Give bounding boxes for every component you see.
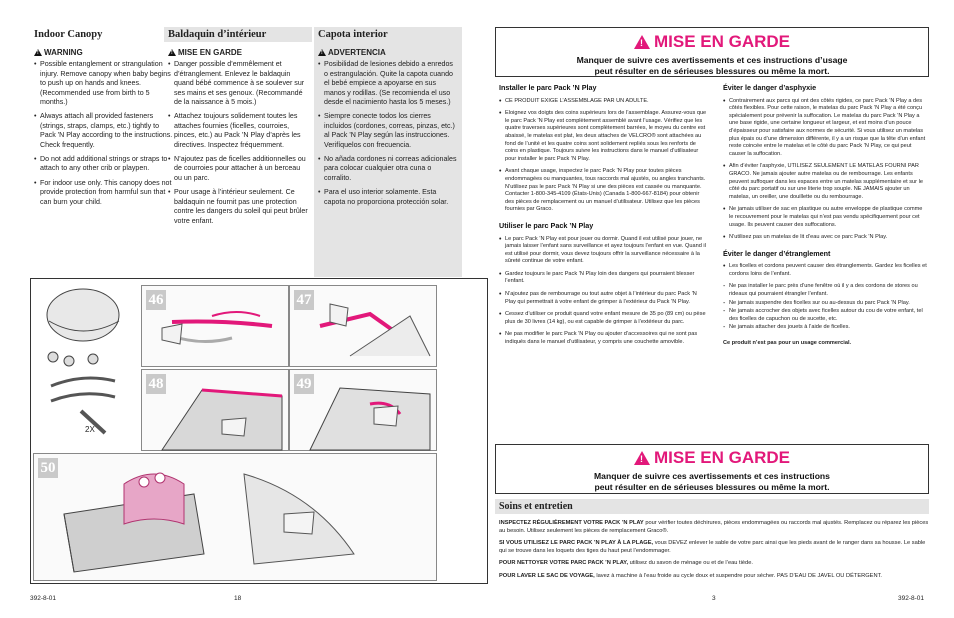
warning-triangle-icon [318,49,326,56]
page-number-left: 18 [234,595,242,602]
list-item: - Ne jamais accrocher des objets avec ficelles autour du cou de votre enfant, tel des ficelles de capuchon ou de sucette, etc. [723,308,927,323]
section-heading: Éviter le danger d’asphyxie [723,83,817,92]
list-item: • Possible entanglement or strangulation injury. Remove canopy when baby begins to push up on hands and knees. (Recommended use from birth to 5 months.) [34,60,174,107]
list-item: - Ne pas installer le parc près d’une fenêtre où il y a des cordons de stores ou rideaux qui pourraient étrangler l’enfant. [723,283,927,298]
parts-count-label: 2X [85,425,95,434]
care-paragraph: INSPECTEZ RÉGULIÈREMENT VOTRE PACK ’N PLAY pour vérifier toutes déchirures, pièces endommagées ou raccords mal ajustés. Remplacez ou réparez les pièces au besoin. Utilisez seulement les pièces de remplacement Graco®. [499,520,929,534]
step-number: 49 [294,374,314,394]
list-item: - Ne jamais suspendre des ficelles sur ou au-dessus du parc Pack ’N Play. [723,300,927,308]
list-item: • Cessez d’utiliser ce produit quand votre enfant mesure de 35 po (89 cm) ou pèse plus de 30 livres (14 kg), ou est capable de grimper à l’extérieur du parc. [499,311,707,326]
warning-triangle-icon [34,49,42,56]
warning-triangle-icon [634,35,650,49]
column-body [314,42,462,277]
canopy-warning-es [314,27,462,277]
care-section [499,520,929,586]
list-item: • CE PRODUIT EXIGE L’ASSEMBLAGE PAR UN ADULTE. [499,98,707,106]
list-item: • Eloignez vos doigts des coins supérieurs lors de l’assemblage. Assurez-vous que le parc Pack ’N Play est complètement assemblé avant l’usage. Vérifiez que les quatre traverses supérieures sont complètement barrées, le moyeu du centre est abaissé, le matelas est plat, les deux attaches de VELCRO® sont attachées au fond de l’unité et les quatre coins sont solidement repliés sous les renforts de coins en plastique. Toujours suivre les instructions dans le manuel d’utilisateur pour installer le parc Pack ’N Play. [499,110,707,163]
list-item: • For indoor use only. This canopy does not provide protection from harmful sun that can burn your child. [34,179,174,207]
step-number: 50 [38,458,58,478]
installation-section [499,84,707,352]
step-number: 47 [294,290,314,310]
banner-title: ! MISE EN GARDE [496,448,928,468]
parts-illustration [33,281,141,451]
care-paragraph: POUR NETTOYER VOTRE PARC PACK ’N PLAY, utilisez du savon de ménage ou et de l’eau tiède. [499,560,753,567]
care-paragraph: POUR LAVER LE SAC DE VOYAGE, lavez à machine à l’eau froide au cycle doux et suspendre pour sécher. PAS D’EAU DE JAVEL OU DÉTERGENT. [499,572,883,579]
column-body [164,42,312,277]
canopy-warning-fr [164,27,312,277]
list-item: • Le parc Pack ’N Play est pour jouer ou dormir. Quand il est utilisé pour jouer, ne jamais laisser l’enfant sans surveillance et ayez toujours l’enfant en vue. Quand il est utilisé pour dormir, vous devez toujours offrir la surveillance nécessaire à la sûreté continue de votre enfant. [499,236,707,266]
step-number: 48 [146,374,166,394]
warning-title: ! WARNING [34,48,174,57]
list-item: • Ne jamais utiliser de sac en plastique ou autre enveloppe de plastique comme le recouvrement pour le matelas qui n’est pas vendu spécifiquement pour cet usage. Ils peuvent causer des suffocations. [723,206,927,229]
step-50-illustration [33,453,437,581]
column-heading: Baldaquin d’intérieur [164,27,312,42]
banner-title: ! MISE EN GARDE [496,32,928,52]
care-paragraph: SI VOUS UTILISEZ LE PARC PACK ’N PLAY À LA PLAGE, vous DEVEZ enlever le sable de votre parc ainsi que les pieds avant de le ranger dans sa housse. Le sable qui se trouve dans les loquets des tiges du haut peut l’endommager. [499,540,926,554]
section-heading: Installer le parc Pack ’N Play [499,83,597,92]
list-item: • Posibilidad de lesiones debido a enredos o estrangulación. Quite la capota cuando el bebé empiece a apoyarse en sus manos y rodillas. (Se recomienda el uso desde el nacimiento hasta los 5 meses.) [318,60,458,107]
page-number-right: 3 [712,595,716,602]
warning-title: ! ADVERTENCIA [318,48,458,57]
list-item: • Para el uso interior solamente. Esta capota no proporciona protección solar. [318,188,458,207]
column-body [30,42,178,277]
step-46-illustration [141,285,289,367]
footer-code-left: 392-8-01 [30,595,57,602]
hazard-section [723,84,927,348]
warning-triangle-icon [168,49,176,56]
list-item: • Gardez toujours le parc Pack ’N Play loin des dangers qui pourraient blesser l’enfant. [499,271,707,286]
list-item: • Do not add additional strings or straps to attach to any other crib or playpen. [34,155,174,174]
section-heading: Utiliser le parc Pack ’N Play [499,220,594,230]
list-item: • N’utilisez pas un matelas de lit d’eau avec ce parc Pack ’N Play. [723,234,927,242]
section-heading: Éviter le danger d’étranglement [723,248,831,258]
warning-triangle-icon [634,451,650,465]
list-item: • Pour usage à l’intérieur seulement. Ce baldaquin ne fournit pas une protection contre les dangers du soleil qui peut brûler votre enfant. [168,188,308,226]
list-item: • Danger possible d’emmêlement et d’étranglement. Enlevez le baldaquin quand bébé commence à se soulever sur ses mains et ses genoux. (Recommandé de la naissance à 5 mois.) [168,60,308,107]
banner-subtitle: Manquer de suivre ces avertissements et ces instructions d’usage [576,55,848,65]
assembly-illustrations [30,278,488,584]
list-item: • No añada cordones ni correas adicionales para colocar cualquier otra cuna o corralito. [318,155,458,183]
canopy-warning-en [30,27,178,277]
list-item: • Siempre conecte todos los cierres incluidos (cordones, correas, pinzas, etc.) al Pack ’N Play según las instrucciones. Verifíquelos con frecuencia. [318,112,458,150]
list-item: • Contrairement aux parcs qui ont des côtés rigides, ce parc Pack ’N Play a des côtés flexibles. Pour cette raison, le matelas du parc Pack ’N Play a été conçu spécialement pour prévenir la suffocation. Le matelas du parc Pack ’N Play a une base rigide, une certaine longueur et largeur, et est moins d’un pouce d’épaisseur pour satisfaire aux normes de sécurité. Si vous utilisez un matelas plus épais ou d’une dimension différente, il y a un risque que la tête d’un enfant reste coincée entre le matelas et le côté du parc Pack ’N Play, ce qui peut causer la suffocation. [723,98,927,159]
step-number: 46 [146,290,166,310]
list-item: • Always attach all provided fasteners (strings, straps, clamps, etc.) tightly to Pack 'N Play according to the instructions. Check frequently. [34,112,174,150]
list-item: • Ne pas modifier le parc Pack ’N Play ou ajouter d’accessoires qui ne sont pas indiqués dans le manuel d’utilisateur, y compris une couchette amovible. [499,331,707,346]
banner-subtitle: peut résulter en de sérieuses blessures ou même la mort. [594,482,830,492]
warning-banner-bottom [495,444,929,494]
step-49-illustration [289,369,437,451]
commercial-note: Ce produit n’est pas pour un usage commercial. [723,340,852,347]
column-heading: Capota interior [314,27,462,42]
list-item: • N’ajoutez pas de ficelles additionnelles ou de courroies pour attacher à un berceau ou un parc. [168,155,308,183]
list-item: • Attachez toujours solidement toutes les attaches fournies (ficelles, courroies, pinces, etc.) au Pack ’N Play d’après les directives. Inspectez fréquemment. [168,112,308,150]
column-heading: Indoor Canopy [34,29,103,40]
list-item: • N’ajoutez pas de rembourrage ou tout autre objet à l’intérieur du parc Pack ’N Play qui permettrait à votre enfant de grimper à l’extérieur du Pack ’N Play. [499,291,707,306]
warning-title: ! MISE EN GARDE [168,48,308,57]
list-item: • Afin d’éviter l’asphyxie, UTILISEZ SEULEMENT LE MATELAS FOURNI PAR GRACO. Ne jamais ajouter autre matelas ou de rembourrage. Les enfants peuvent suffoquer dans les espaces entre un matelas supplémentaire et sur le côté du parc portatif ou sur une literie trop souple. NE JAMAIS ajouter un matelas, un oreiller, une douillette ou du rembourrage. [723,163,927,201]
step-48-illustration [141,369,289,451]
banner-subtitle: peut résulter en de sérieuses blessures ou même la mort. [594,66,830,76]
list-item: - Ne jamais attacher des jouets à l’aide de ficelles. [723,324,927,332]
banner-subtitle: Manquer de suivre ces avertissements et ces instructions [594,471,830,481]
list-item: • Les ficelles et cordons peuvent causer des étranglements. Gardez les ficelles et cordons loins de l’enfant. [723,263,927,278]
list-item: • Avant chaque usage, inspectez le parc Pack ’N Play pour toutes pièces endommagées ou manquantes, tous raccords mal ajustés, ou angles tranchants. N’utilisez pas le parc Pack ’N Play si une des pièces est cassée ou manquante. Contacter 1-800-345-4109 (États-Unis) (Canada 1-800-667-8184) pour obtenir des pièces de remplacement ou un manuel d’utilisateur. Utilisez que les pièces fournies par Graco. [499,168,707,214]
care-heading: Soins et entretien [495,499,929,514]
warning-banner-top [495,27,929,77]
footer-code-right: 392-8-01 [898,595,925,602]
step-47-illustration [289,285,437,367]
